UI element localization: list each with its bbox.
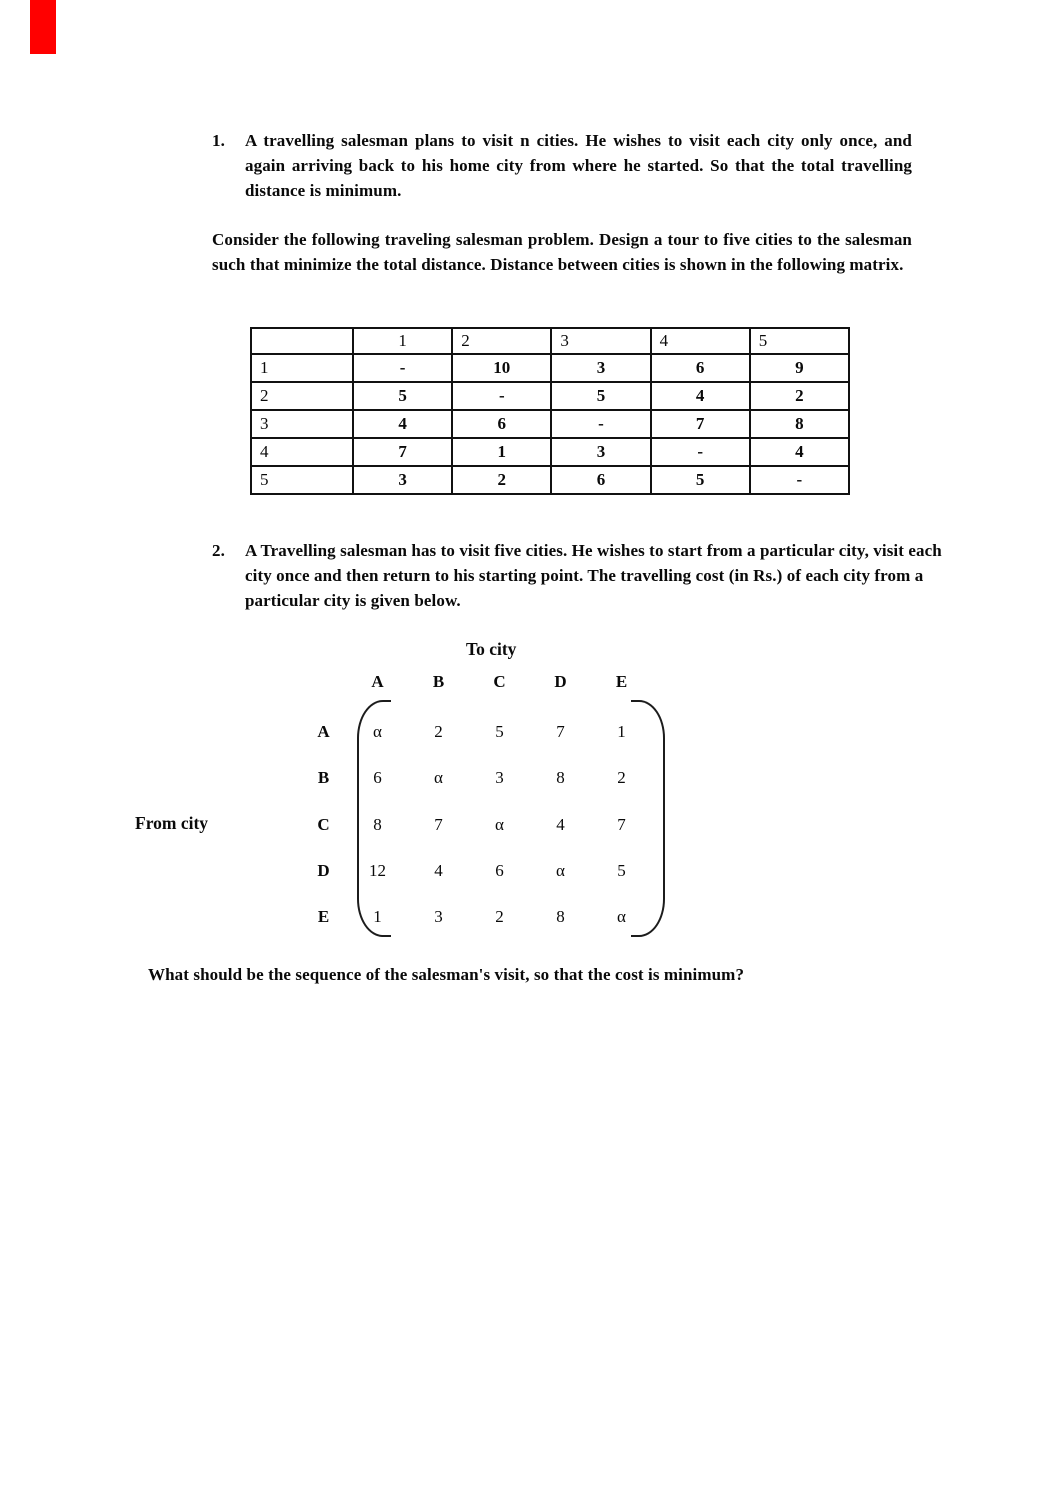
cell-1-1: - (353, 354, 452, 382)
table-corner-cell (251, 328, 353, 354)
matrix-cell-A-A: α (373, 722, 382, 741)
cell-1-5: 9 (750, 354, 849, 382)
table-row (251, 410, 849, 438)
matrix-cell-D-C: 6 (495, 861, 504, 880)
col-header-3: 3 (551, 328, 650, 354)
col-header-1: 1 (353, 328, 452, 354)
col-header-2: 2 (452, 328, 551, 354)
cell-2-1: 5 (353, 382, 452, 410)
row-header-2: 2 (251, 382, 353, 410)
matrix-row-B (300, 767, 652, 789)
matrix-row-D (300, 860, 652, 882)
matrix-cell-E-A: 1 (373, 907, 382, 926)
matrix-cell-E-C: 2 (495, 907, 504, 926)
row-header-1: 1 (251, 354, 353, 382)
matrix-cell-E-B: 3 (434, 907, 443, 926)
matrix-col-A: A (371, 672, 384, 691)
matrix-cell-B-D: 8 (556, 768, 565, 787)
cell-3-1: 4 (353, 410, 452, 438)
cell-2-2: - (452, 382, 551, 410)
matrix-col-D: D (554, 672, 567, 691)
question-1 (212, 128, 912, 203)
matrix-cell-B-C: 3 (495, 768, 504, 787)
cell-5-3: 6 (551, 466, 650, 494)
cell-1-3: 3 (551, 354, 650, 382)
matrix-cell-D-E: 5 (617, 861, 626, 880)
cell-4-2: 1 (452, 438, 551, 466)
cell-5-1: 3 (353, 466, 452, 494)
distance-matrix-table (250, 327, 850, 495)
cell-1-4: 6 (651, 354, 750, 382)
matrix-row-label-D: D (317, 861, 330, 880)
row-header-5: 5 (251, 466, 353, 494)
final-question-text: What should be the sequence of the salesman's visit, so that the cost is minimum? (148, 965, 745, 984)
cell-3-3: - (551, 410, 650, 438)
matrix-row-label-E: E (317, 907, 330, 926)
cell-1-2: 10 (452, 354, 551, 382)
cell-4-1: 7 (353, 438, 452, 466)
matrix-cell-D-A: 12 (369, 861, 386, 880)
matrix-cell-A-C: 5 (495, 722, 504, 741)
matrix-row-A (300, 721, 652, 743)
cell-5-4: 5 (651, 466, 750, 494)
matrix-cell-C-A: 8 (373, 815, 382, 834)
cell-4-4: - (651, 438, 750, 466)
cell-5-2: 2 (452, 466, 551, 494)
table-row (251, 354, 849, 382)
cell-5-5: - (750, 466, 849, 494)
matrix-col-B: B (432, 672, 445, 691)
cell-4-5: 4 (750, 438, 849, 466)
red-scan-marker (30, 0, 56, 54)
table-row (251, 466, 849, 494)
question-1-text: A travelling salesman plans to visit n cities. He wishes to visit each city only once, and again arriving back to his home city from where he started. So that the total travelling distance is minimum. (245, 131, 912, 200)
matrix-cell-B-B: α (434, 768, 443, 787)
matrix-cell-A-B: 2 (434, 722, 443, 741)
col-header-4: 4 (651, 328, 750, 354)
matrix-cell-C-E: 7 (617, 815, 626, 834)
matrix-cell-B-E: 2 (617, 768, 626, 787)
matrix-cell-E-D: 8 (556, 907, 565, 926)
question-2-number: 2. (212, 541, 225, 560)
matrix-cell-B-A: 6 (373, 768, 382, 787)
matrix-row-label-C: C (317, 815, 330, 834)
table-row (251, 382, 849, 410)
matrix-cell-E-E: α (617, 907, 626, 926)
cell-2-3: 5 (551, 382, 650, 410)
matrix-col-C: C (493, 672, 506, 691)
from-city-label: From city (135, 813, 209, 833)
cell-2-4: 4 (651, 382, 750, 410)
matrix-cell-D-D: α (556, 861, 565, 880)
matrix-row-label-B: B (317, 768, 330, 787)
question-2-text: A Travelling salesman has to visit five cities. He wishes to start from a particular city, visit each city once and then return to his starting point. The travelling cost (in Rs.) of each city from a particular city is given below. (245, 541, 942, 610)
cell-3-4: 7 (651, 410, 750, 438)
matrix-row-C (300, 814, 652, 836)
question-1-number: 1. (212, 131, 225, 150)
question-2 (212, 538, 942, 613)
matrix-column-headers (347, 671, 652, 693)
matrix-cell-C-D: 4 (556, 815, 565, 834)
cell-3-5: 8 (750, 410, 849, 438)
row-header-3: 3 (251, 410, 353, 438)
col-header-5: 5 (750, 328, 849, 354)
matrix-row-E (300, 906, 652, 928)
table-row (251, 438, 849, 466)
matrix-col-E: E (615, 672, 628, 691)
matrix-cell-C-B: 7 (434, 815, 443, 834)
cell-2-5: 2 (750, 382, 849, 410)
to-city-label: To city (466, 639, 517, 659)
cell-4-3: 3 (551, 438, 650, 466)
matrix-cell-C-C: α (495, 815, 504, 834)
matrix-cell-A-E: 1 (617, 722, 626, 741)
row-header-4: 4 (251, 438, 353, 466)
matrix-cell-A-D: 7 (556, 722, 565, 741)
cell-3-2: 6 (452, 410, 551, 438)
question-1-intro: Consider the following traveling salesman problem. Design a tour to five cities to the salesman such that minimize the total distance. Distance between cities is shown in the following matrix. (212, 230, 912, 274)
matrix-row-label-A: A (317, 722, 330, 741)
matrix-cell-D-B: 4 (434, 861, 443, 880)
table-header-row (251, 328, 849, 354)
